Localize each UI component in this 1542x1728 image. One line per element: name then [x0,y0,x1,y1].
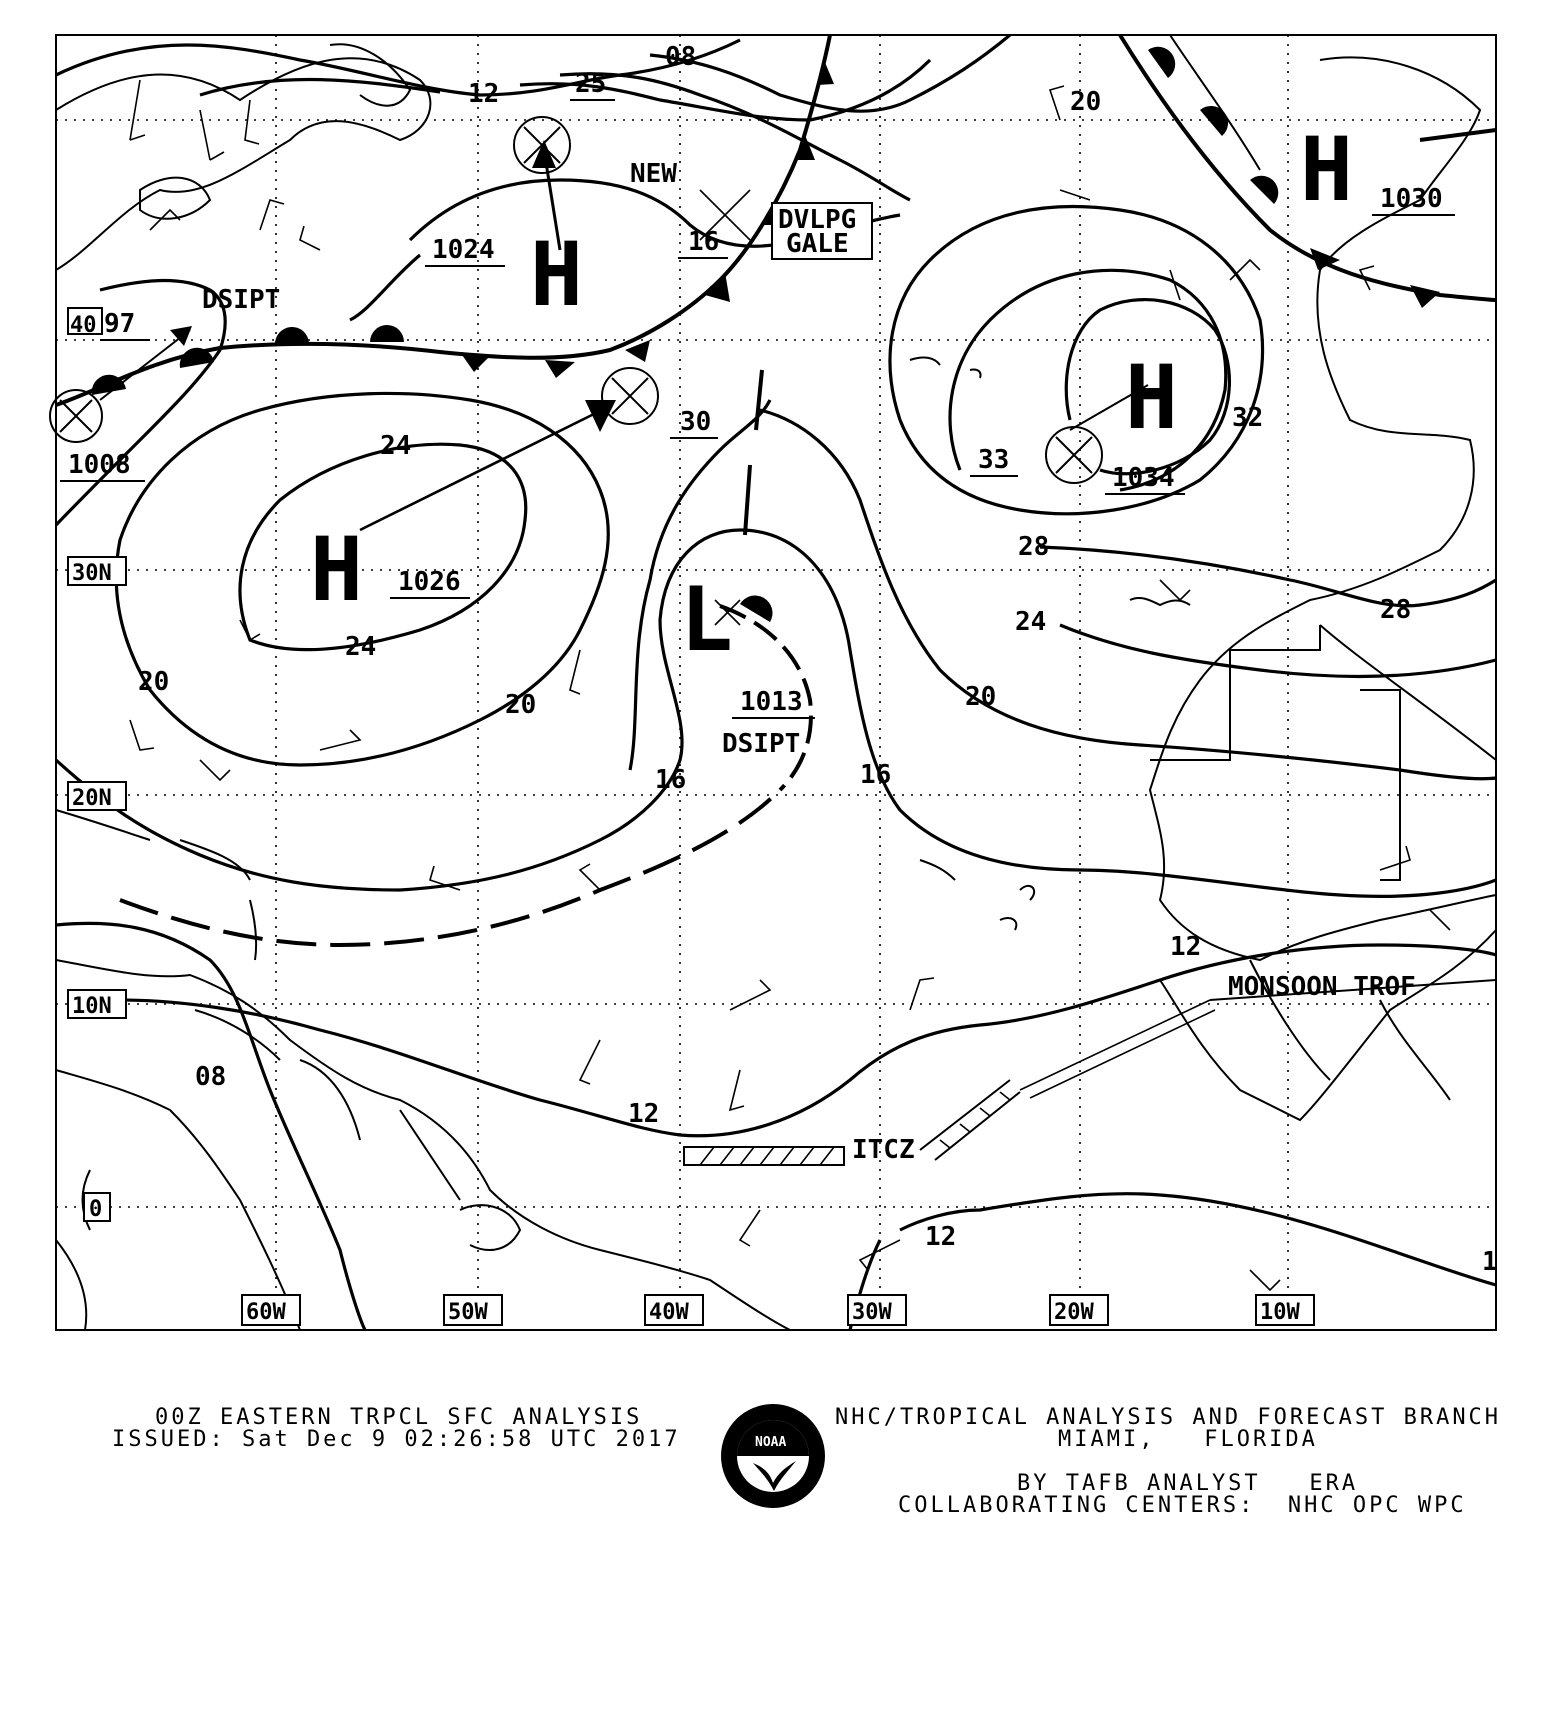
svg-text:20: 20 [1070,87,1102,117]
pressure-value-1013: 1013 [740,687,803,717]
pressure-value-1024: 1024 [432,235,495,265]
svg-text:16: 16 [655,765,687,795]
svg-text:24: 24 [380,431,412,461]
lon-label-40w: 40W [649,1300,689,1325]
pressure-value-1030: 1030 [1380,184,1443,214]
svg-text:24: 24 [345,632,377,662]
svg-text:24: 24 [1015,607,1047,637]
svg-text:1: 1 [1482,1247,1498,1277]
annotation-97: 97 [104,309,136,339]
svg-text:28: 28 [1018,532,1050,562]
svg-text:12: 12 [628,1099,660,1129]
issued-timestamp: ISSUED: Sat Dec 9 02:26:58 UTC 2017 [112,1427,681,1452]
svg-text:30: 30 [680,407,712,437]
lon-label-10w: 10W [1260,1300,1300,1325]
org-location: MIAMI, FLORIDA [1058,1427,1318,1452]
high-center-w: H [310,518,363,621]
annotation-40: 40 [70,313,97,338]
pressure-value-1026: 1026 [398,567,461,597]
footer [0,1395,1542,1575]
lon-label-30w: 30W [852,1300,892,1325]
svg-text:12: 12 [468,79,500,109]
svg-text:20: 20 [965,682,997,712]
annotation-dsipt-central: DSIPT [722,729,801,759]
analysis-title: 00Z EASTERN TRPCL SFC ANALYSIS [155,1405,643,1430]
svg-text:25: 25 [575,69,607,99]
annotation-gale: GALE [786,229,849,259]
annotation-monsoon-trof: MONSOON TROF [1228,972,1416,1002]
svg-text:20: 20 [505,690,537,720]
svg-text:33: 33 [978,445,1010,475]
annotation-itcz: ITCZ [852,1135,915,1165]
analyst-credit: BY TAFB ANALYST ERA [1017,1471,1359,1496]
lon-label-50w: 50W [448,1300,488,1325]
svg-text:08: 08 [665,42,697,72]
svg-text:20: 20 [138,667,170,697]
org-name: NHC/TROPICAL ANALYSIS AND FORECAST BRANCH [835,1405,1502,1430]
low-center: L [680,568,733,671]
collaborating-centers: COLLABORATING CENTERS: NHC OPC WPC [898,1493,1467,1518]
noaa-logo-text: NOAA [755,1435,787,1450]
annotation-new: NEW [630,159,677,189]
annotation-dsipt-west: DSIPT [202,285,281,315]
svg-text:12: 12 [1170,932,1202,962]
svg-text:16: 16 [688,227,720,257]
pressure-value-1008: 1008 [68,450,131,480]
high-center-e: H [1125,346,1178,449]
lat-label-0: 0 [89,1197,103,1222]
svg-text:32: 32 [1232,403,1264,433]
lon-label-60w: 60W [246,1300,286,1325]
lat-label-20n: 20N [72,786,112,811]
noaa-logo-icon [718,1401,828,1511]
svg-text:12: 12 [925,1222,957,1252]
annotation-dvlpg: DVLPG [778,205,857,235]
svg-text:28: 28 [1380,595,1412,625]
lat-label-10n: 10N [72,994,112,1019]
pressure-value-1034: 1034 [1112,463,1175,493]
lat-label-30n: 30N [72,561,112,586]
svg-text:16: 16 [860,760,892,790]
high-center-nw: H [530,223,583,326]
lon-label-20w: 20W [1054,1300,1094,1325]
svg-text:08: 08 [195,1062,227,1092]
high-center-ne: H [1300,118,1353,221]
